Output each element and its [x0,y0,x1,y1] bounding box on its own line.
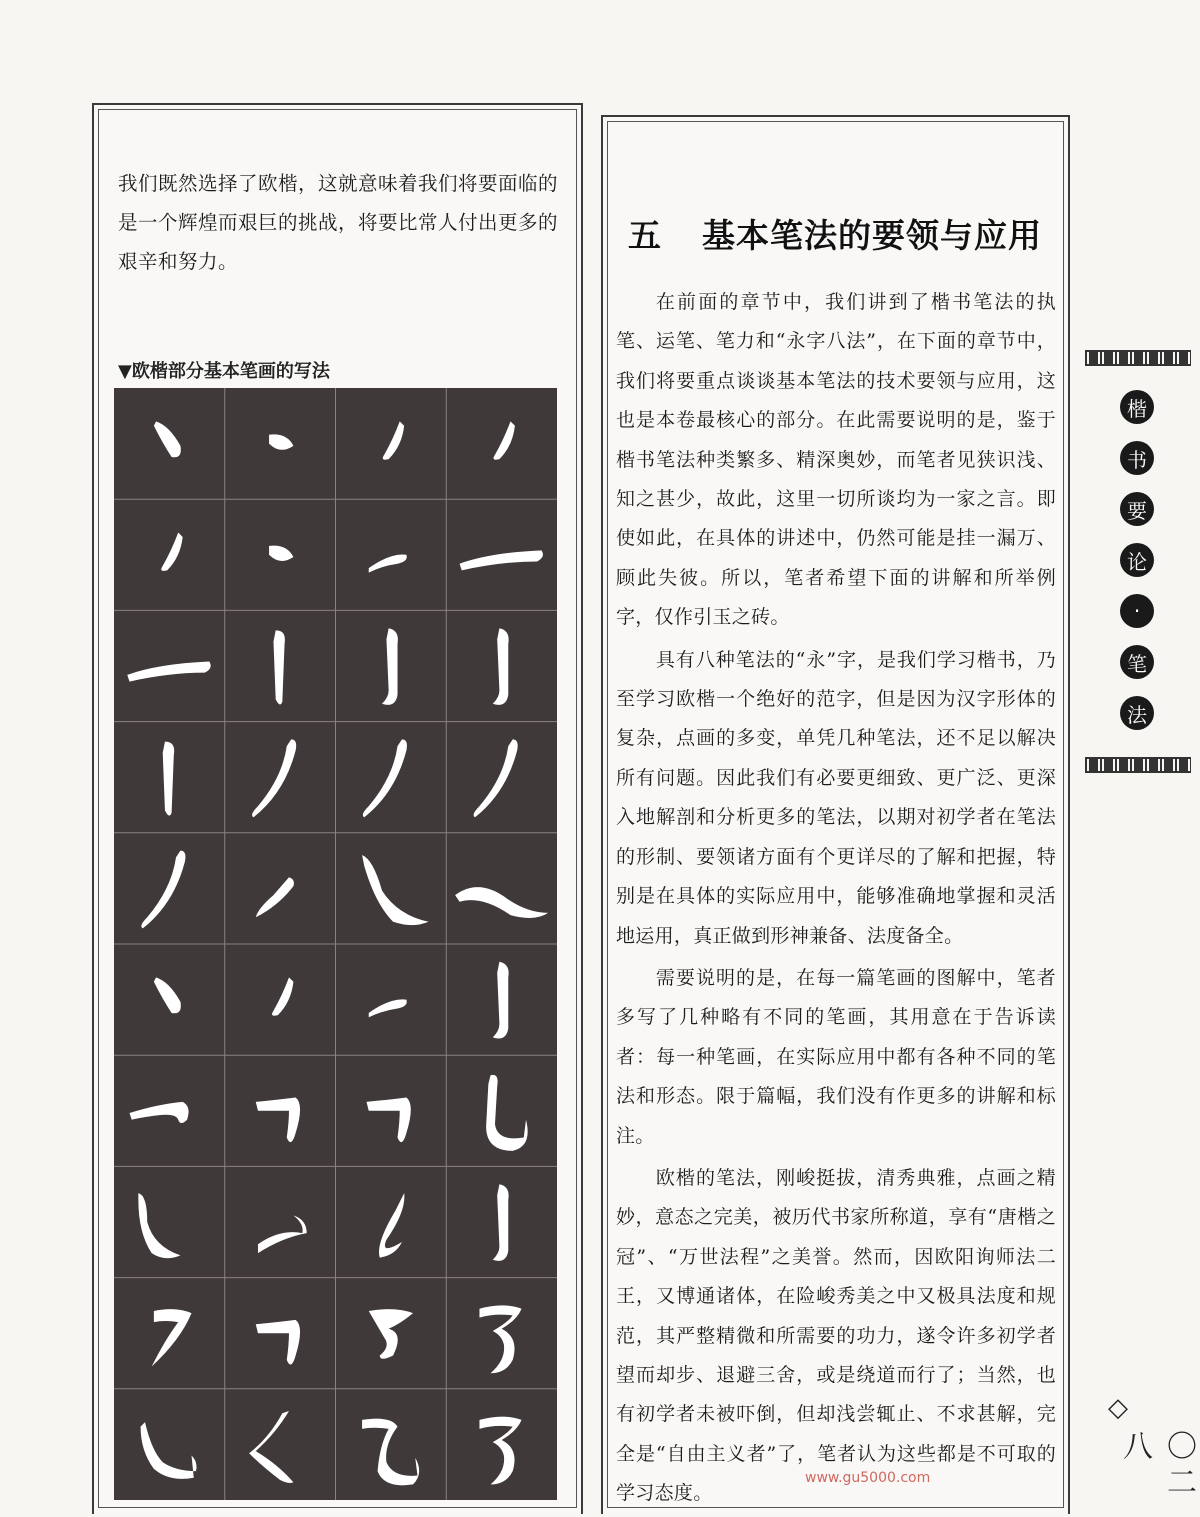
brush-stroke [369,555,407,573]
brush-stroke [141,851,185,929]
brush-stroke [269,434,293,449]
brush-stroke [130,1102,189,1123]
stroke-cell [258,1215,307,1253]
brush-stroke [479,1417,521,1485]
body-paragraph: 具有八种笔法的“永”字，是我们学习楷书，乃至学习欧楷一个绝好的范字，但是因为汉字形体的复杂，点画的多变，单凭几种笔法，还不足以解决所有问题。因此我们有必要更细致、更广泛、更深入地解剖和分析更多的笔法，以期对初学者在笔法的形制、要领诸方面有个更详尽的了解和把握，特别是在具体的实际应用中，能够准确地掌握和灵活地运用，真正做到形神兼备、法度备全。 [616,648,1056,947]
body-paragraph: 在前面的章节中，我们讲到了楷书笔法的执笔、运笔、笔力和“永字八法”，在下面的章节中，我们将要重点谈谈基本笔法的技术要领与应用，这也是本卷最核心的部分。在此需要说明的是，鉴于楷书笔法种类繁多、精深奥妙，而笔者见狭识浅、知之甚少，故此，这里一切所谈均为一家之言。即使如此，在具体的讲述中，仍然可能是挂一漏万、顾此失彼。所以，笔者希望下面的讲解和所举例字，仅作引玉之砖。 [616,291,1056,629]
side-title-char: 法 [1120,696,1154,730]
stroke-cell [367,1097,411,1142]
brush-stroke [256,1097,300,1142]
stroke-cell [493,962,509,1039]
brush-stroke [455,887,548,918]
body-paragraph: 欧楷的笔法，刚峻挺拔，清秀典雅，点画之精妙，意态之完美，被历代书家所称道，享有“唐楷之冠”、“万世法程”之美誉。然而，因欧阳询师法二王，又博通诸体，在险峻秀美之中又极具法度和规范，其严整精微和所需要的功力，遂令许多初学者望而却步、退避三舍，或是绕道而行了；当然，也有初学者未被吓倒，但却浅尝辄止、不求甚解，完全是“自由主义者”了，笔者认为这些都是不可取的学习态度。 [616,1166,1056,1505]
stroke-cell [273,630,284,704]
brush-stroke [493,962,509,1039]
brush-stroke [273,630,284,704]
stroke-cell [256,877,294,917]
stroke-cell [460,550,543,570]
stroke-cell [163,742,174,816]
stroke-cell [130,1102,189,1123]
stroke-cell [154,977,181,1013]
intro-paragraph: 我们既然选择了欧楷，这就意味着我们将要面临的是一个辉煌而艰巨的挑战，将要比常人付出更多的艰辛和努力。 [118,172,559,273]
stroke-cell [369,999,407,1017]
brush-stroke [141,1422,197,1479]
fret-border-bottom [1085,757,1191,773]
brush-stroke [272,977,293,1015]
stroke-cell [493,1184,509,1261]
brush-stroke [161,533,182,571]
stroke-cell [369,1309,413,1359]
stroke-cell [269,546,293,561]
brush-stroke [382,628,398,705]
brush-stroke [362,1419,419,1486]
body-paragraph: 需要说明的是，在每一篇笔画的图解中，笔者多写了几种略有不同的笔画，其用意在于告诉读者：每一种笔画，在实际应用中都有各种不同的笔法和形态。限于篇幅，我们没有作更多的讲解和标注。 [616,966,1056,1147]
section-number: 五 [628,216,662,255]
stroke-cell [486,1075,528,1151]
brush-stroke [138,1193,180,1258]
stroke-cell [455,887,548,918]
side-title-char: · [1120,594,1154,628]
fret-border-top [1085,350,1191,366]
stroke-cell [127,662,210,682]
brush-stroke [163,742,174,816]
brush-stroke [154,421,181,457]
stroke-cell [256,1097,300,1142]
side-title-char: 书 [1120,441,1154,475]
brush-stroke [369,1309,413,1359]
stroke-cell [141,851,185,929]
page-number: 〇二八 [1117,1430,1196,1502]
brush-stroke [154,977,181,1013]
brush-stroke [249,1411,293,1483]
brush-stroke [258,1215,307,1253]
stroke-cell [152,1309,192,1366]
brush-stroke [479,1305,521,1373]
stroke-cell [362,1419,419,1486]
brush-stroke [362,855,428,925]
brush-stroke [127,662,210,682]
stroke-cell [272,977,293,1015]
side-title-char: 要 [1120,492,1154,526]
brush-stroke [379,1193,404,1257]
brush-stroke [256,1320,300,1365]
brush-stroke [269,546,293,561]
brush-stroke [493,1184,509,1261]
brush-stroke [252,739,296,817]
side-title-char: 楷 [1120,390,1154,424]
stroke-grid-svg [114,388,557,1500]
brush-stroke [369,999,407,1017]
stroke-cell [256,1320,300,1365]
stroke-cell [474,739,518,817]
stroke-cell [379,1193,404,1257]
brush-stroke [486,1075,528,1151]
stroke-cell [161,533,182,571]
body-text [616,283,1056,1517]
stroke-cell [249,1411,293,1483]
section-heading [628,210,1042,257]
stroke-cell [382,628,398,705]
stroke-cell [269,434,293,449]
brush-stroke [363,739,407,817]
stroke-cell [252,739,296,817]
brush-stroke [460,550,543,570]
brush-stroke [474,739,518,817]
side-title [1112,390,1162,747]
brush-stroke [256,877,294,917]
brush-stroke [152,1309,192,1366]
watermark: www.gu5000.com [805,1470,931,1486]
diamond-icon: ◇ [1108,1393,1128,1423]
stroke-cell [479,1305,521,1373]
brush-stroke [367,1097,411,1142]
stroke-cell [369,555,407,573]
brush-stroke [493,628,509,705]
brush-stroke [383,421,404,459]
stroke-cell [141,1422,197,1479]
stroke-cell [493,628,509,705]
brush-stroke [494,421,515,459]
section-title: 基本笔法的要领与应用 [702,216,1042,255]
stroke-cell [138,1193,180,1258]
stroke-cell [494,421,515,459]
side-title-char: 笔 [1120,645,1154,679]
stroke-cell [154,421,181,457]
side-title-char: 论 [1120,543,1154,577]
stroke-cell [479,1417,521,1485]
figure-caption: ▼欧楷部分基本笔画的写法 [118,361,330,382]
stroke-cell [383,421,404,459]
stroke-cell [362,855,428,925]
stroke-cell [363,739,407,817]
stroke-grid [114,388,557,1500]
